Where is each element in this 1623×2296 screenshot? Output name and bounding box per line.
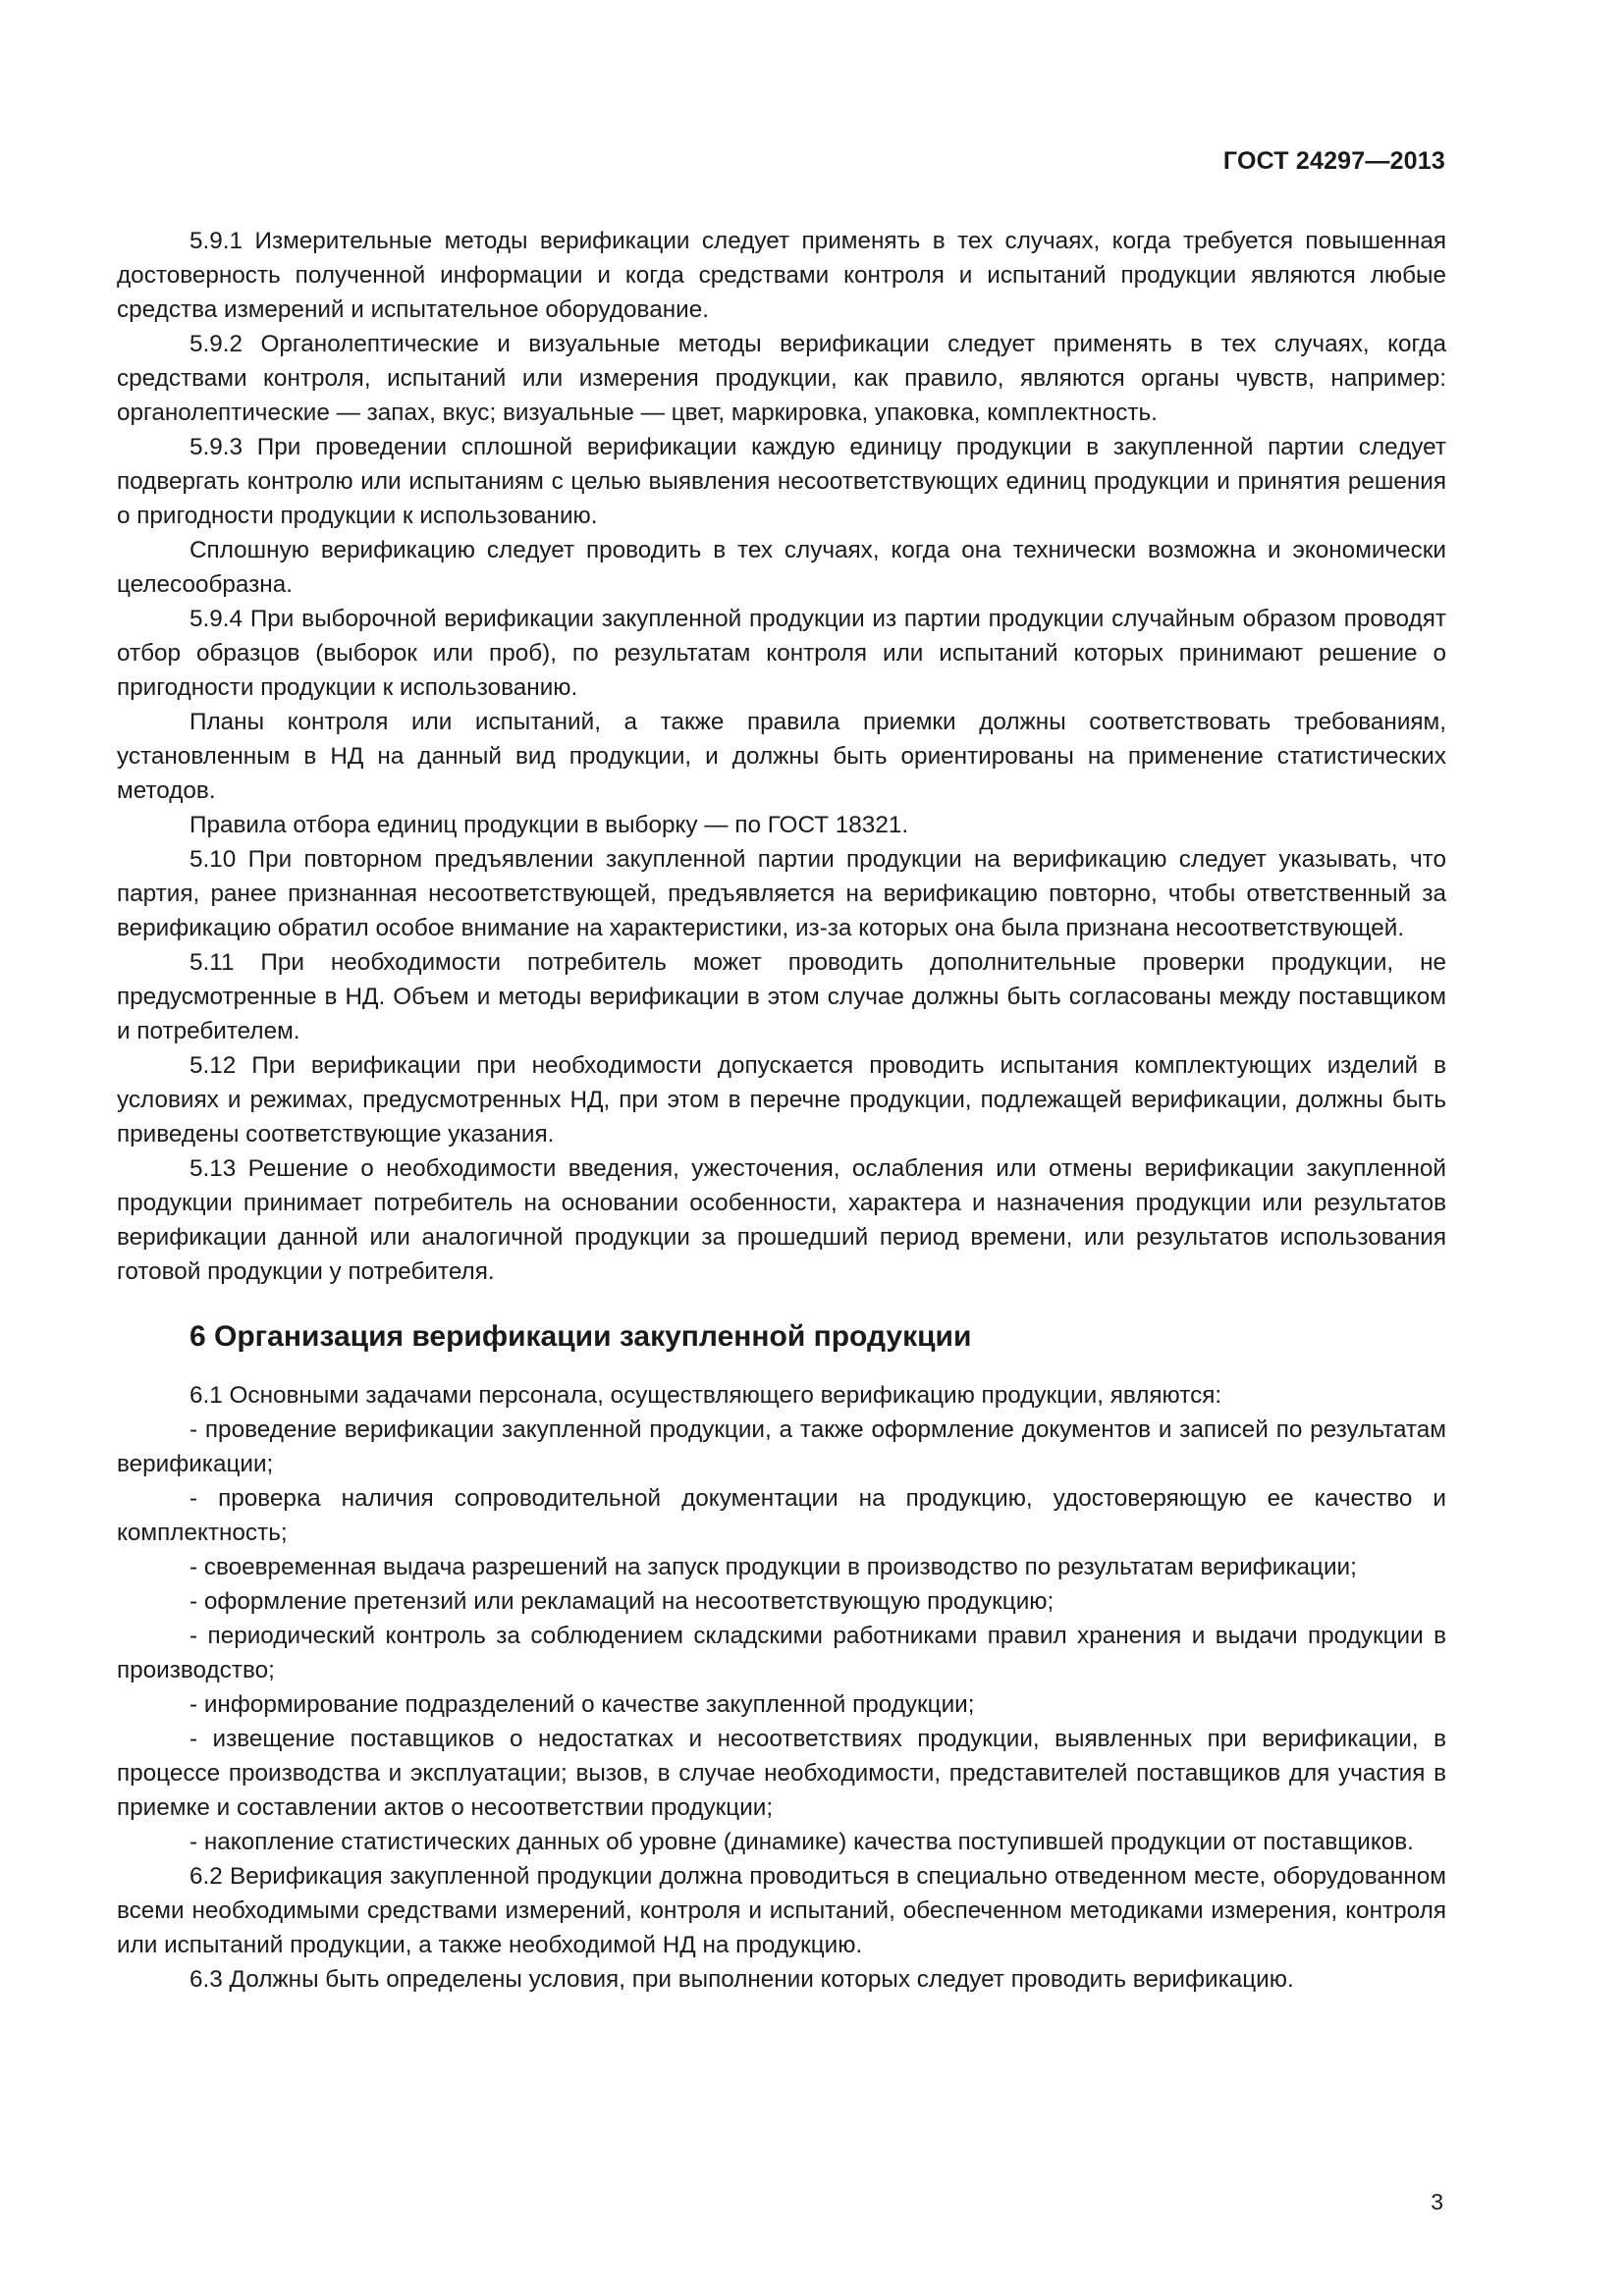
paragraph: 5.12 При верификации при необходимости допускается проводить испытания комплектующих изделий в условиях и режимах, предусмотренных НД, при этом в перечне продукции, подлежащей верификации, должны быть приведены соответствующие указания. xyxy=(117,1052,1446,1148)
paragraph: 5.9.1 Измерительные методы верификации следует применять в тех случаях, когда требуется повышенная достоверность полученной информации и когда средствами контроля и испытаний продукции являются любые средства измерений и испытательное оборудование. xyxy=(117,228,1446,323)
list-item: - накопление статистических данных об уровне (динамике) качества поступившей продукции от поставщиков. xyxy=(189,1829,1414,1855)
list-item: - извещение поставщиков о недостатках и несоответствиях продукции, выявленных при верификации, в процессе производства и эксплуатации; вызов, в случае необходимости, представителей поставщиков для участия в приемке и составлении актов о несоответствии продукции; xyxy=(117,1726,1446,1821)
list-item: - проведение верификации закупленной продукции, а также оформление документов и записей по результатам верификации; xyxy=(117,1416,1446,1477)
list-item: - информирование подразделений о качестве закупленной продукции; xyxy=(189,1691,975,1718)
document-body xyxy=(117,224,1446,1997)
paragraph: 6.2 Верификация закупленной продукции должна проводиться в специально отведенном месте, оборудованном всеми необходимыми средствами измерений, контроля и испытаний, обеспеченном методиками измерения, контроля или испытаний продукции, а также необходимой НД на продукцию. xyxy=(117,1863,1446,1958)
paragraph: Правила отбора единиц продукции в выборку — по ГОСТ 18321. xyxy=(189,812,909,838)
paragraph: 5.9.4 При выборочной верификации закупленной продукции из партии продукции случайным образом проводят отбор образцов (выборок или проб), по результатам контроля или испытаний которых принимают решение о пригодности продукции к использованию. xyxy=(117,606,1446,701)
page-number: 3 xyxy=(1431,2189,1443,2215)
list-item: - своевременная выдача разрешений на запуск продукции в производство по результатам верификации; xyxy=(189,1554,1357,1580)
paragraph: 5.13 Решение о необходимости введения, ужесточения, ослабления или отмены верификации закупленной продукции принимает потребитель на основании особенности, характера и назначения продукции или результатов верификации данной или аналогичной продукции за прошедший период времени, или результатов использования готовой продукции у потребителя. xyxy=(117,1155,1446,1285)
standard-designation: ГОСТ 24297—2013 xyxy=(1222,147,1445,175)
paragraph: 5.9.2 Органолептические и визуальные методы верификации следует применять в тех случаях, когда средствами контроля, испытаний или измерения продукции, как правило, являются органы чувств, например: органолептические — запах, вкус; визуальные — цвет, маркировка, упаковка, комплектность. xyxy=(117,331,1446,426)
paragraph: 5.9.3 При проведении сплошной верификации каждую единицу продукции в закупленной партии следует подвергать контролю или испытаниям с целью выявления несоответствующих единиц продукции и принятия решения о пригодности продукции к использованию. xyxy=(117,434,1446,529)
paragraph: 5.11 При необходимости потребитель может проводить дополнительные проверки продукции, не предусмотренные в НД. Объем и методы верификации в этом случае должны быть согласованы между поставщиком и потребителем. xyxy=(117,949,1446,1044)
section-heading: 6 Организация верификации закупленной продукции xyxy=(189,1320,972,1353)
paragraph: Сплошную верификацию следует проводить в тех случаях, когда она технически возможна и экономически целесообразна. xyxy=(117,537,1446,598)
paragraph: 6.1 Основными задачами персонала, осуществляющего верификацию продукции, являются: xyxy=(189,1382,1222,1409)
paragraph: Планы контроля или испытаний, а также правила приемки должны соответствовать требованиям, установленным в НД на данный вид продукции, и должны быть ориентированы на применение статистических методов. xyxy=(117,709,1446,804)
paragraph: 5.10 При повторном предъявлении закупленной партии продукции на верификацию следует указывать, что партия, ранее признанная несоответствующей, предъявляется на верификацию повторно, чтобы ответственный за верификацию обратил особое внимание на характеристики, из-за которых она была признана несоответствующей. xyxy=(117,846,1446,941)
paragraph: 6.3 Должны быть определены условия, при выполнении которых следует проводить верификацию. xyxy=(189,1966,1294,1993)
list-item: - периодический контроль за соблюдением складскими работниками правил хранения и выдачи продукции в производство; xyxy=(117,1623,1446,1683)
list-item: - оформление претензий или рекламаций на несоответствующую продукцию; xyxy=(189,1588,1055,1615)
list-item: - проверка наличия сопроводительной документации на продукцию, удостоверяющую ее качество и комплектность; xyxy=(117,1485,1446,1546)
